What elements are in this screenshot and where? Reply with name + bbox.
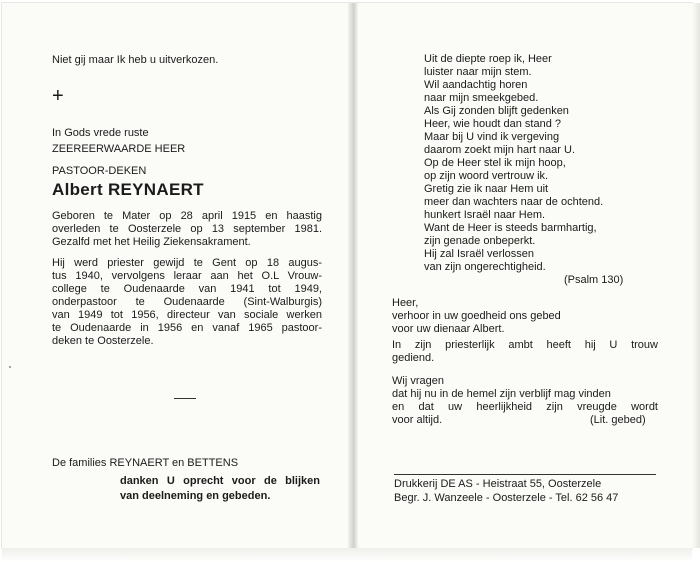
cross-icon: + [52, 85, 64, 107]
deceased-name: Albert REYNAERT [52, 180, 204, 199]
psalm-line: Als Gij zonden blijft gedenken [424, 105, 569, 117]
card-fold [348, 3, 358, 548]
psalm-reference: (Psalm 130) [564, 274, 624, 286]
birth-line: Gezalfd met het Heilig Ziekensakrament. [52, 236, 251, 248]
families-line: De families REYNAERT en BETTENS [52, 457, 239, 469]
career-line: van 1949 tot 1956, directeur van sociale werken [52, 309, 322, 321]
psalm-line: daarom zoekt mijn hart naar U. [424, 144, 576, 156]
printer-rule [394, 474, 656, 475]
psalm-line: luister naar mijn stem. [424, 66, 532, 78]
prayer-line: en dat uw heerlijkheid zijn vreugde wordt [392, 401, 658, 413]
prayer-line: In zijn priesterlijk ambt heeft hij U trouw [392, 339, 658, 351]
psalm-line: Op de Heer stel ik mijn hoop, [424, 157, 566, 169]
psalm-line: meer dan wachters naar de ochtend. [424, 196, 604, 208]
thanks-line: danken U oprecht voor de blijken [120, 475, 320, 487]
prayer-line: voor uw dienaar Albert. [392, 323, 505, 335]
psalm-line: op zijn woord vertrouw ik. [424, 170, 549, 182]
divider-dash [174, 398, 196, 399]
birth-line: overleden te Oosterzele op 13 september 1981. [52, 223, 322, 235]
left-panel [0, 0, 348, 562]
psalm-line: Uit de diepte roep ik, Heer [424, 53, 552, 65]
psalm-line: Hij zal Israël verlossen [424, 248, 535, 260]
psalm-line: Heer, wie houdt dan stand ? [424, 118, 561, 130]
psalm-line: hunkert Israël naar Hem. [424, 209, 546, 221]
psalm-line: Wil aandachtig horen [424, 79, 528, 91]
motto: Niet gij maar Ik heb u uitverkozen. [52, 54, 219, 66]
psalm-line: zijn genade onbeperkt. [424, 235, 536, 247]
career-line: onderpastoor te Oudenaarde (Sint-Walburgis) [52, 296, 322, 308]
prayer-line: voor altijd. [392, 414, 443, 426]
title: PASTOOR-DEKEN [52, 165, 147, 177]
printer-line: Begr. J. Wanzeele - Oosterzele - Tel. 62 56 47 [394, 492, 619, 504]
psalm-line: naar mijn smeekgebed. [424, 92, 539, 104]
intro-line: In Gods vrede ruste [52, 127, 149, 139]
birth-line: Geboren te Mater op 28 april 1915 en haastig [52, 210, 322, 222]
career-line: te Oudenaarde in 1956 en vanaf 1965 pastoor- [52, 322, 322, 334]
prayer-line: dat hij nu in de hemel zijn verblijf mag vinden [392, 388, 611, 400]
career-line: college te Oudenaarde van 1941 tot 1949, [52, 283, 322, 295]
prayer-line: Heer, [392, 297, 419, 309]
career-line: Hij werd priester gewijd te Gent op 18 augus- [52, 257, 322, 269]
thanks-line: van deelneming en gebeden. [120, 490, 271, 502]
psalm-line: Maar bij U vind ik vergeving [424, 131, 560, 143]
career-line: deken te Oosterzele. [52, 335, 154, 347]
printer-line: Drukkerij DE AS - Heistraat 55, Oosterzele [394, 478, 602, 490]
prayer-line: verhoor in uw goedheid ons gebed [392, 310, 561, 322]
prayer-line: Wij vragen [392, 375, 444, 387]
intro-line: ZEEREERWAARDE HEER [52, 143, 186, 155]
prayer-reference: (Lit. gebed) [590, 414, 646, 426]
psalm-line: Want de Heer is steeds barmhartig, [424, 222, 597, 234]
psalm-line: van zijn ongerechtigheid. [424, 261, 546, 273]
psalm-line: Gretig zie ik naar Hem uit [424, 183, 549, 195]
prayer-line: gediend. [392, 352, 435, 364]
career-line: tus 1940, vervolgens leraar aan het O.L Vrouw- [52, 270, 322, 282]
